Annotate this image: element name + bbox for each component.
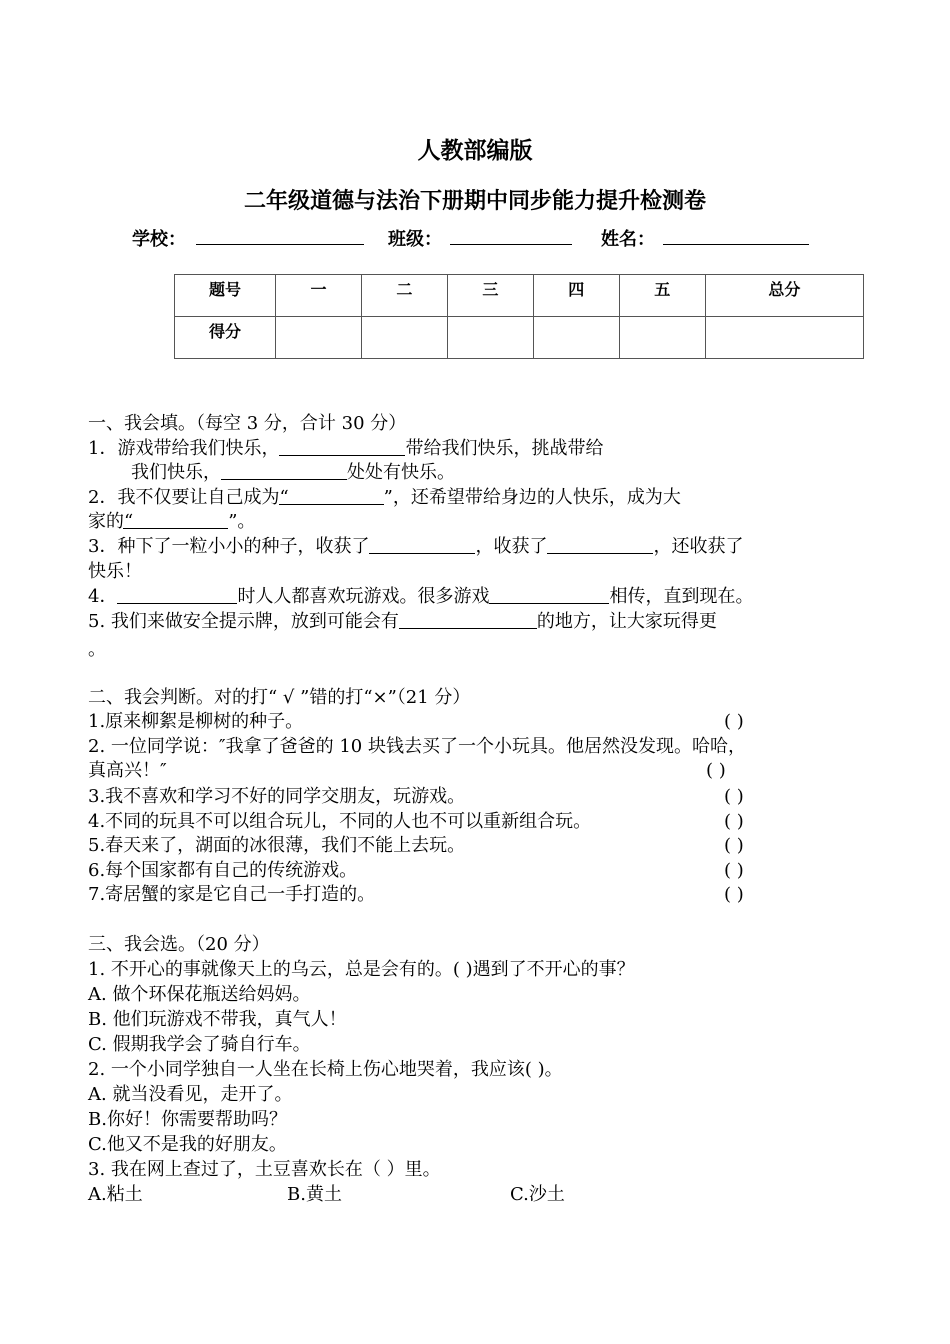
judge-item-5: 5.春天来了，湖面的冰很薄，我们不能上去玩。 xyxy=(88,835,466,856)
answer-blank[interactable] xyxy=(123,510,228,529)
q3-text: ，还收获了 xyxy=(653,536,744,557)
fill-question-2-cont xyxy=(88,510,255,535)
answer-blank[interactable] xyxy=(547,535,653,554)
table-row xyxy=(175,275,864,317)
judge-item-4: 4.不同的玩具不可以组合玩儿，不同的人也不可以重新组合玩。 xyxy=(88,811,592,832)
fill-question-3 xyxy=(88,535,743,560)
section2-heading: 二、我会判断。对的打“ √ ”错的打“×”（21 分） xyxy=(88,687,471,708)
answer-bracket[interactable]: ( ) xyxy=(724,711,744,732)
school-field[interactable] xyxy=(132,225,364,251)
publisher-title: 人教部编版 xyxy=(417,138,533,164)
exam-title: 二年级道德与法治下册期中同步能力提升检测卷 xyxy=(243,189,706,214)
q5-text: 的地方，让大家玩得更 xyxy=(536,611,717,632)
answer-blank[interactable] xyxy=(117,585,237,604)
fill-question-4 xyxy=(88,585,753,610)
choice-question-2: 2. 一个小同学独自一人坐在长椅上伤心地哭着，我应该( )。 xyxy=(88,1059,563,1080)
col-header: 五 xyxy=(619,275,705,317)
name-blank[interactable] xyxy=(663,226,809,245)
class-field[interactable] xyxy=(388,225,572,251)
choice-question-3: 3. 我在网上查过了，土豆喜欢长在（ ）里。 xyxy=(88,1159,441,1180)
answer-bracket[interactable]: ( ) xyxy=(724,884,744,905)
q3-text: ，收获了 xyxy=(475,536,548,557)
judge-item-2: 2. 一位同学说：″我拿了爸爸的 10 块钱去买了一个小玩具。他居然没发现。哈哈， xyxy=(88,736,746,757)
q3-text: 3．种下了一粒小小的种子，收获了 xyxy=(88,536,370,557)
score-cell[interactable] xyxy=(619,317,705,359)
fill-question-5-end: 。 xyxy=(88,639,106,660)
q2-text: ”。 xyxy=(228,511,256,532)
section1-heading: 一、我会填。（每空 3 分，合计 30 分） xyxy=(88,413,407,434)
answer-bracket[interactable]: ( ) xyxy=(724,786,744,807)
q2-text: 家的“ xyxy=(88,511,134,532)
score-cell[interactable] xyxy=(705,317,863,359)
q1-text: 带给我们快乐，挑战带给 xyxy=(405,438,604,459)
judge-item-2-cont: 真高兴！″ xyxy=(88,760,167,781)
answer-bracket[interactable]: ( ) xyxy=(706,760,726,781)
row-head-question: 题号 xyxy=(175,275,276,317)
choice-option[interactable]: C.他又不是我的好朋友。 xyxy=(88,1134,287,1155)
answer-blank[interactable] xyxy=(399,610,537,629)
school-blank[interactable] xyxy=(196,226,364,245)
q2-text: 2．我不仅要让自己成为“ xyxy=(88,487,289,508)
table-row xyxy=(175,317,864,359)
answer-blank[interactable] xyxy=(369,535,475,554)
answer-blank[interactable] xyxy=(279,437,405,456)
q5-text: 5. 我们来做安全提示牌，放到可能会有 xyxy=(88,611,399,632)
score-cell[interactable] xyxy=(447,317,533,359)
row-head-score: 得分 xyxy=(175,317,276,359)
choice-option[interactable]: A. 就当没看见，走开了。 xyxy=(88,1084,293,1105)
q4-text: 4． xyxy=(88,586,118,607)
fill-question-5 xyxy=(88,610,717,635)
fill-question-3-cont: 快乐！ xyxy=(88,561,142,582)
col-header: 二 xyxy=(361,275,447,317)
answer-bracket[interactable]: ( ) xyxy=(724,835,744,856)
answer-bracket[interactable]: ( ) xyxy=(724,811,744,832)
score-table xyxy=(174,274,864,359)
choice-option[interactable]: B.你好！你需要帮助吗？ xyxy=(88,1109,287,1130)
choice-option[interactable]: C. 假期我学会了骑自行车。 xyxy=(88,1034,311,1055)
choice-option[interactable]: B.黄土 xyxy=(287,1184,342,1205)
fill-question-1-cont xyxy=(131,461,455,486)
q2-text: ”，还希望带给身边的人快乐，成为大 xyxy=(383,487,681,508)
q1-text: 1．游戏带给我们快乐， xyxy=(88,438,280,459)
q4-text: 相传，直到现在。 xyxy=(609,586,754,607)
col-header: 三 xyxy=(447,275,533,317)
choice-option[interactable]: A.粘土 xyxy=(88,1184,143,1205)
name-field[interactable] xyxy=(601,225,809,251)
section3-heading: 三、我会选。（20 分） xyxy=(88,934,270,955)
school-label: 学校： xyxy=(132,229,186,250)
choice-option[interactable]: C.沙土 xyxy=(510,1184,565,1205)
answer-blank[interactable] xyxy=(489,585,609,604)
q4-text: 时人人都喜欢玩游戏。很多游戏 xyxy=(237,586,490,607)
col-header: 一 xyxy=(276,275,362,317)
col-header: 四 xyxy=(533,275,619,317)
score-cell[interactable] xyxy=(533,317,619,359)
fill-question-2 xyxy=(88,486,681,511)
score-cell[interactable] xyxy=(361,317,447,359)
class-blank[interactable] xyxy=(450,226,572,245)
choice-option[interactable]: A. 做个环保花瓶送给妈妈。 xyxy=(88,984,311,1005)
judge-item-3: 3.我不喜欢和学习不好的同学交朋友，玩游戏。 xyxy=(88,786,466,807)
answer-blank[interactable] xyxy=(221,461,347,480)
col-header: 总分 xyxy=(705,275,863,317)
answer-bracket[interactable]: ( ) xyxy=(724,860,744,881)
answer-blank[interactable] xyxy=(279,486,384,505)
choice-option[interactable]: B. 他们玩游戏不带我，真气人！ xyxy=(88,1009,347,1030)
choice-question-1: 1. 不开心的事就像天上的乌云，总是会有的。( )遇到了不开心的事？ xyxy=(88,959,635,980)
name-label: 姓名： xyxy=(601,229,655,250)
judge-item-7: 7.寄居蟹的家是它自己一手打造的。 xyxy=(88,884,376,905)
judge-item-6: 6.每个国家都有自己的传统游戏。 xyxy=(88,860,358,881)
q1-text: 我们快乐， xyxy=(131,462,221,483)
score-cell[interactable] xyxy=(276,317,362,359)
fill-question-1 xyxy=(88,437,603,462)
judge-item-1: 1.原来柳絮是柳树的种子。 xyxy=(88,711,304,732)
q1-text: 处处有快乐。 xyxy=(347,462,455,483)
class-label: 班级： xyxy=(388,229,442,250)
